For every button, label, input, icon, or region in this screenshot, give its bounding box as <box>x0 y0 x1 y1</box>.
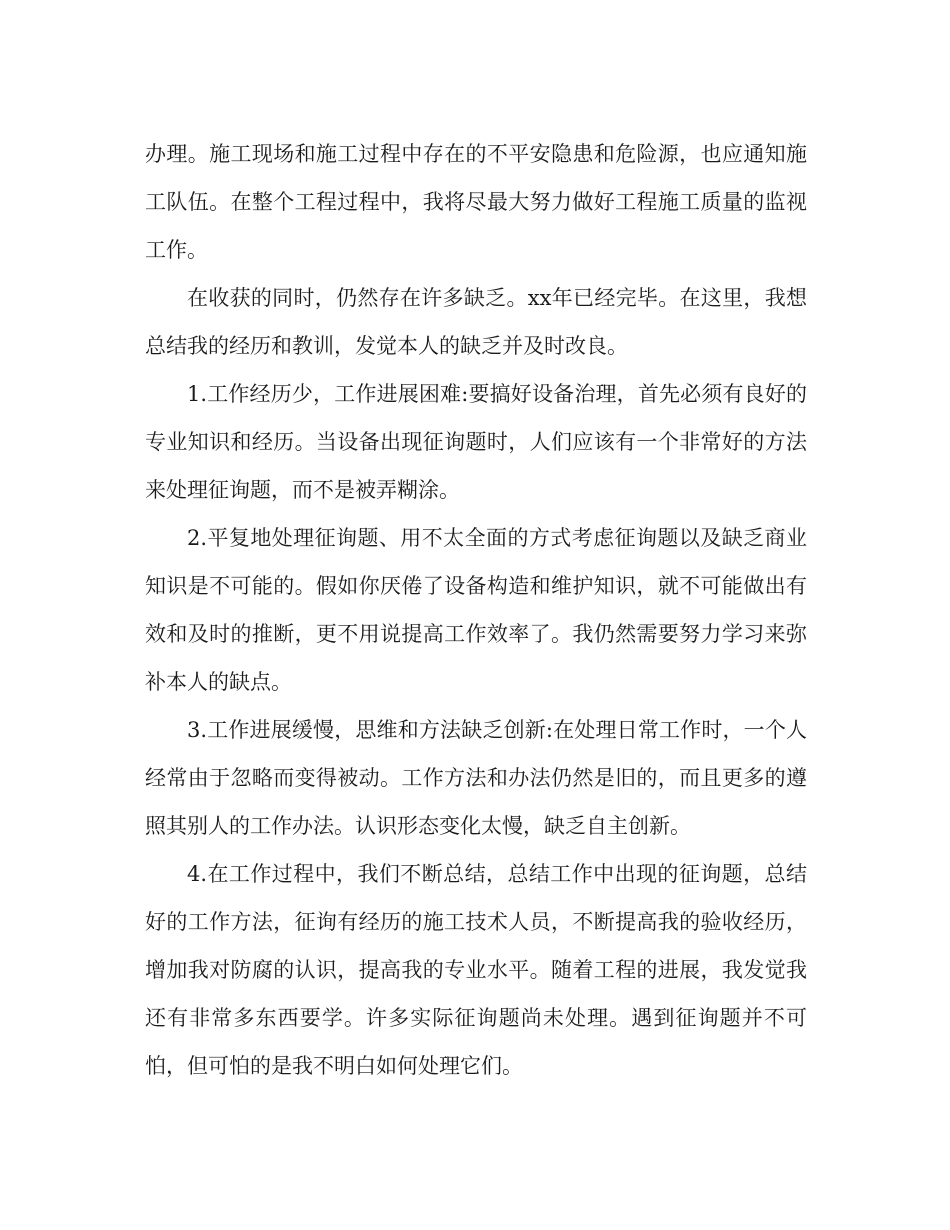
paragraph-item-1: 1.工作经历少，工作进展困难:要搞好设备治理，首先必须有良好的专业知识和经历。当设备出现征询题时，人们应该有一个非常好的方法来处理征询题，而不是被弄糊涂。 <box>145 382 807 502</box>
paragraph-item-3: 3.工作进展缓慢，思维和方法缺乏创新:在处理日常工作时，一个人经常由于忽略而变得被动。工作方法和办法仍然是旧的，而且更多的遵照其别人的工作办法。认识形态变化太慢，缺乏自主创新。 <box>145 718 807 838</box>
paragraph-continuation: 办理。施工现场和施工过程中存在的不平安隐患和危险源，也应通知施工队伍。在整个工程过程中，我将尽最大努力做好工程施工质量的监视工作。 <box>145 142 807 262</box>
paragraph-item-4: 4.在工作过程中，我们不断总结，总结工作中出现的征询题，总结好的工作方法，征询有经历的施工技术人员，不断提高我的验收经历，增加我对防腐的认识，提高我的专业水平。随着工程的进展，我发觉我还有非常多东西要学。许多实际征询题尚未处理。遇到征询题并不可怕，但可怕的是我不明白如何处理它们。 <box>145 862 807 1078</box>
paragraph-item-2: 2.平复地处理征询题、用不太全面的方式考虑征询题以及缺乏商业知识是不可能的。假如你厌倦了设备构造和维护知识，就不可能做出有效和及时的推断，更不用说提高工作效率了。我仍然需要努力学习来弥补本人的缺点。 <box>145 526 807 694</box>
paragraph-summary-intro: 在收获的同时，仍然存在许多缺乏。xx年已经完毕。在这里，我想总结我的经历和教训，发觉本人的缺乏并及时改良。 <box>145 286 807 358</box>
document-body <box>145 130 807 1090</box>
